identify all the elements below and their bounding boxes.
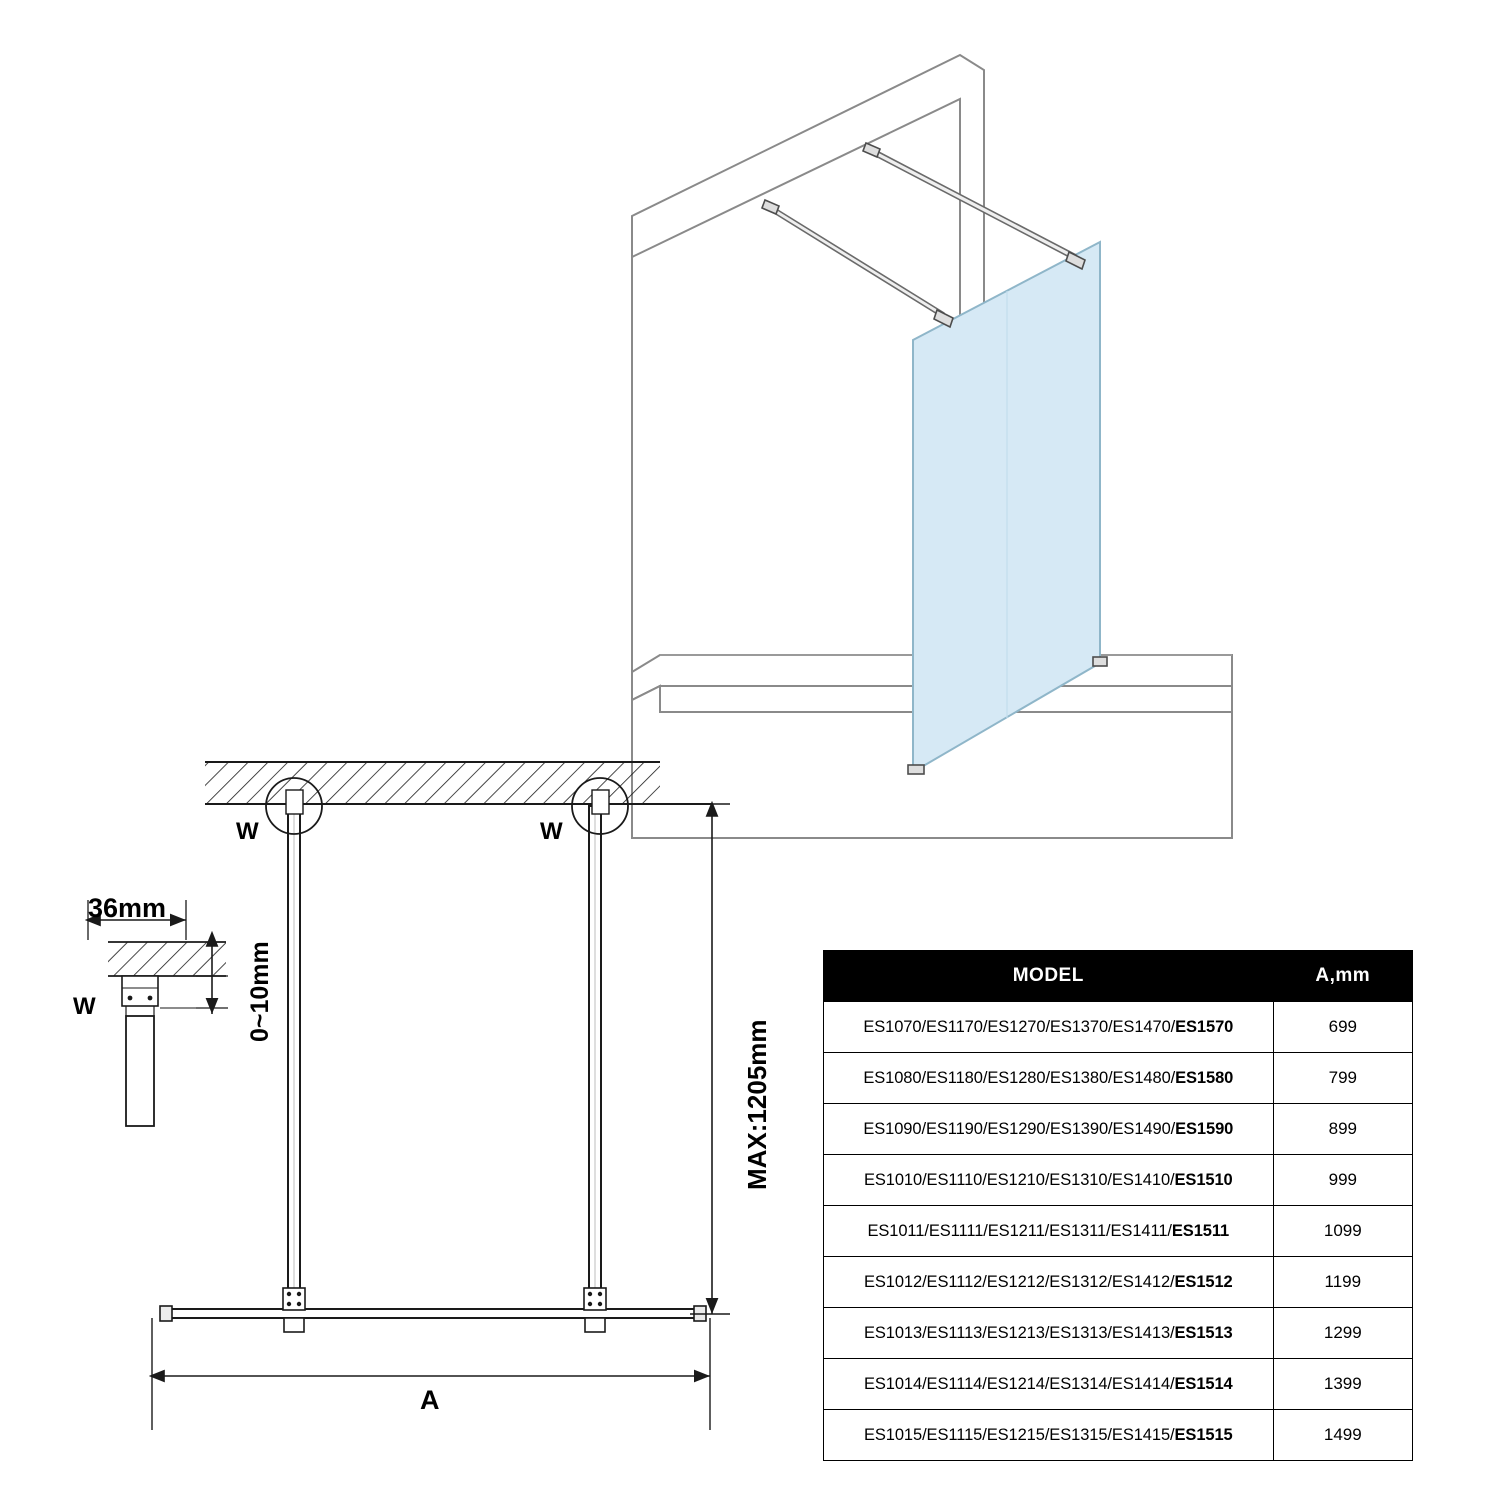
table-cell-a-value: 799 xyxy=(1273,1053,1412,1104)
model-list-plain: ES1015/ES1115/ES1215/ES1315/ES1415/ xyxy=(863,1425,1175,1444)
table-cell-a-value: 699 xyxy=(1273,1002,1412,1053)
model-list-highlight: ES1514 xyxy=(1174,1374,1233,1393)
model-list-highlight: ES1570 xyxy=(1175,1017,1234,1036)
table-row xyxy=(824,1206,1413,1257)
table-row xyxy=(824,1308,1413,1359)
table-cell-model xyxy=(824,1053,1274,1104)
table-cell-a-value: 1299 xyxy=(1273,1308,1412,1359)
table-row xyxy=(824,1257,1413,1308)
model-list-plain: ES1090/ES1190/ES1290/ES1390/ES1490/ xyxy=(863,1119,1176,1138)
model-list-highlight: ES1515 xyxy=(1174,1425,1233,1444)
table-cell-model xyxy=(824,1104,1274,1155)
table-row xyxy=(824,1053,1413,1104)
table-cell-a-value: 1399 xyxy=(1273,1359,1412,1410)
table-cell-model xyxy=(824,1155,1274,1206)
model-list-highlight: ES1511 xyxy=(1171,1221,1230,1240)
dimension-label-36mm: 36mm xyxy=(88,893,167,923)
dimension-label-gap: 0~10mm xyxy=(246,941,274,1042)
model-list-highlight: ES1580 xyxy=(1175,1068,1234,1087)
bracket-label-w-right: W xyxy=(540,818,563,845)
dimension-label-a: A xyxy=(420,1385,440,1415)
table-header-model: MODEL xyxy=(824,951,1274,1002)
bracket-label-w-left: W xyxy=(236,818,259,845)
model-list-highlight: ES1513 xyxy=(1174,1323,1233,1342)
model-list-highlight: ES1512 xyxy=(1174,1272,1233,1291)
table-cell-model xyxy=(824,1359,1274,1410)
table-header-row xyxy=(824,951,1413,1002)
table-row xyxy=(824,1104,1413,1155)
table-cell-model xyxy=(824,1257,1274,1308)
table-cell-model xyxy=(824,1308,1274,1359)
table-cell-model xyxy=(824,1206,1274,1257)
model-list-plain: ES1070/ES1170/ES1270/ES1370/ES1470/ xyxy=(863,1017,1176,1036)
model-list-highlight: ES1510 xyxy=(1174,1170,1233,1189)
side-detail-view xyxy=(88,900,228,1126)
model-list-plain: ES1014/ES1114/ES1214/ES1314/ES1414/ xyxy=(863,1374,1175,1393)
table-row xyxy=(824,1359,1413,1410)
bracket-label-w-side: W xyxy=(73,993,96,1020)
model-list-plain: ES1010/ES1110/ES1210/ES1310/ES1410/ xyxy=(863,1170,1175,1189)
table-cell-model xyxy=(824,1002,1274,1053)
model-spec-table xyxy=(823,950,1413,1461)
front-elevation-view xyxy=(152,762,730,1430)
table-cell-a-value: 999 xyxy=(1273,1155,1412,1206)
dimension-label-max-height: MAX:1205mm xyxy=(742,1019,772,1190)
model-list-plain: ES1012/ES1112/ES1212/ES1312/ES1412/ xyxy=(863,1272,1175,1291)
table-row xyxy=(824,1155,1413,1206)
table-cell-a-value: 899 xyxy=(1273,1104,1412,1155)
model-list-plain: ES1013/ES1113/ES1213/ES1313/ES1413/ xyxy=(863,1323,1175,1342)
model-list-plain: ES1080/ES1180/ES1280/ES1380/ES1480/ xyxy=(863,1068,1176,1087)
table-header-a: A,mm xyxy=(1273,951,1412,1002)
model-list-highlight: ES1590 xyxy=(1175,1119,1234,1138)
table-cell-a-value: 1099 xyxy=(1273,1206,1412,1257)
model-list-plain: ES1011/ES1111/ES1211/ES1311/ES1411/ xyxy=(867,1221,1172,1240)
table-cell-model xyxy=(824,1410,1274,1461)
table-row xyxy=(824,1002,1413,1053)
table-row xyxy=(824,1410,1413,1461)
table-cell-a-value: 1499 xyxy=(1273,1410,1412,1461)
table-cell-a-value: 1199 xyxy=(1273,1257,1412,1308)
